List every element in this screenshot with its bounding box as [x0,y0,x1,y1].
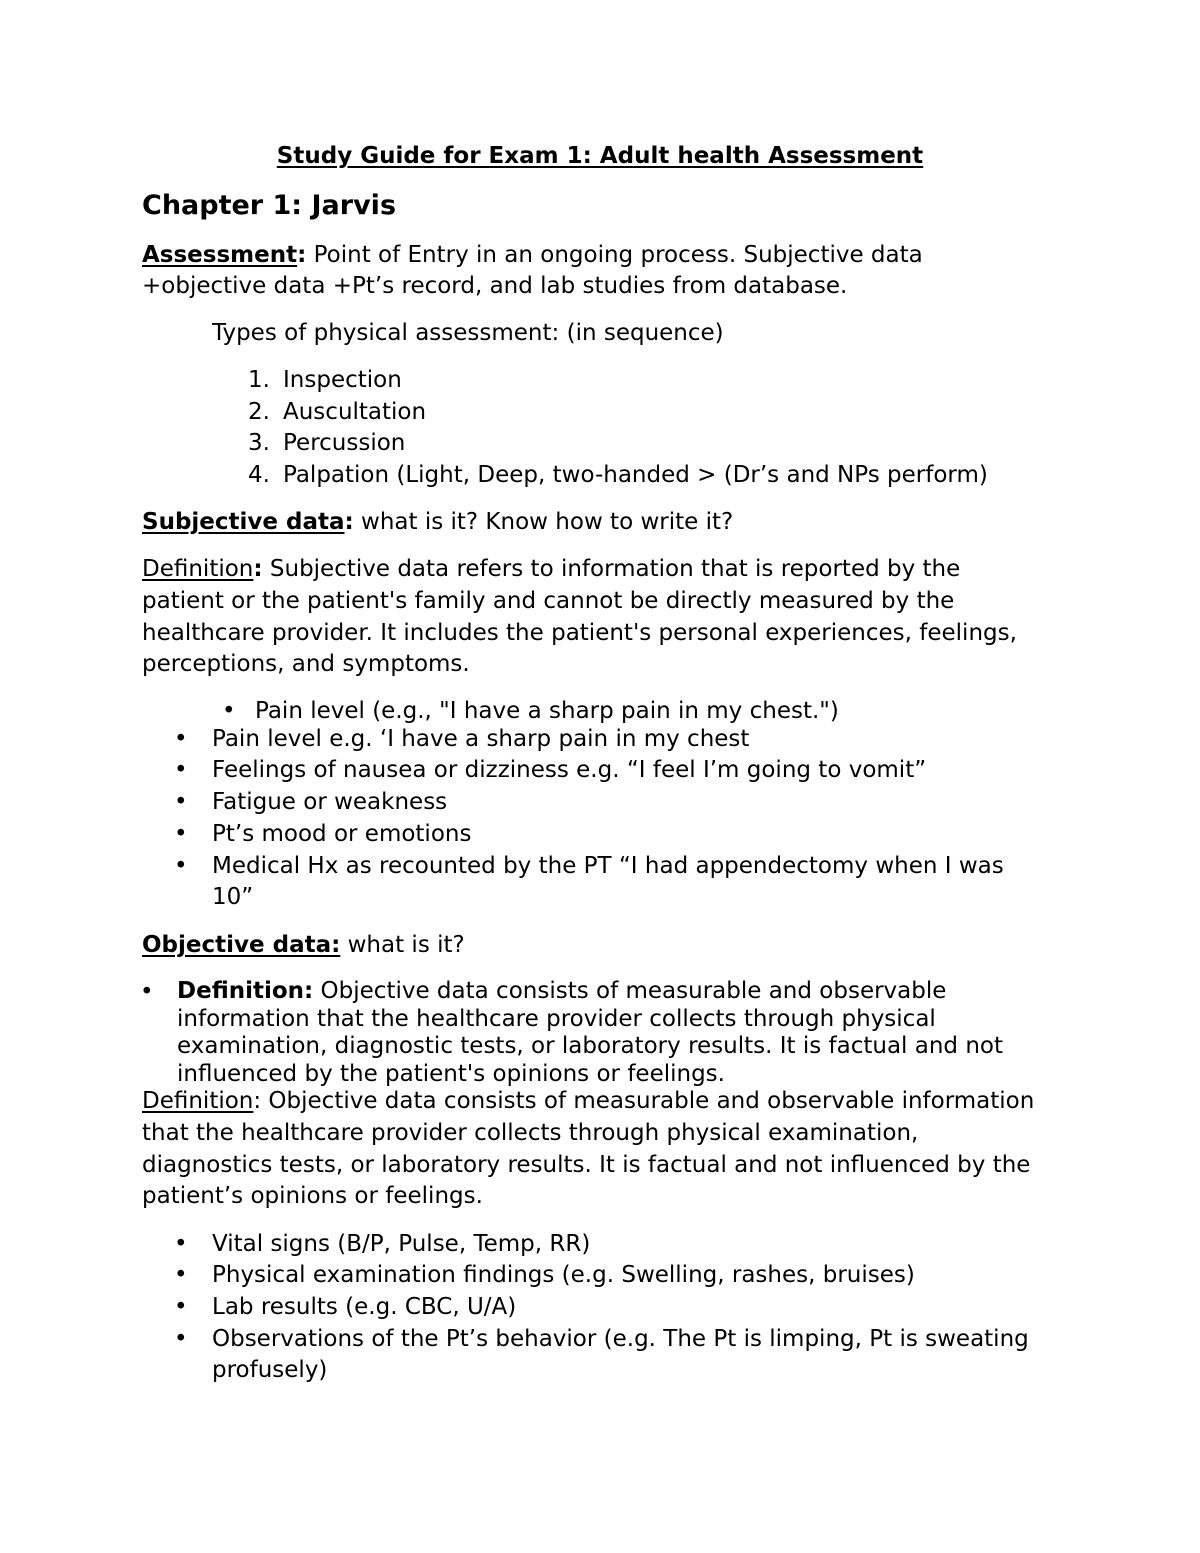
objective-definition-line-1 [142,1086,1034,1116]
objective-bullet-definition-line-1 [177,977,946,1005]
objective-definition-text: : Objective data consists of measurable and observable information [253,1088,1035,1114]
objective-bullet-definition-line-3: examination, diagnostic tests, or laboratory results. It is factual and not [177,1033,1004,1059]
subjective-bullet-medical-hx: Medical Hx as recounted by the PT “I had appendectomy when I was [212,853,1004,879]
bullet-marker: • [174,821,188,847]
list-item-percussion: Percussion [283,430,406,456]
objective-bullet-definition-line-4: influenced by the patient's opinions or feelings. [177,1061,725,1087]
subjective-definition-text: Subjective data refers to information that is reported by the [262,556,961,582]
assessment-colon: : [297,242,307,268]
chapter-heading: Chapter 1: Jarvis [142,190,397,221]
list-number: 4. [248,462,270,488]
objective-definition-line-4: patient’s opinions or feelings. [142,1183,483,1209]
subjective-definition-line-2: patient or the patient's family and cannot be directly measured by the [142,588,955,614]
objective-question: what is it? [340,932,465,958]
bullet-marker: • [140,979,154,1005]
bullet-marker: • [174,1294,188,1320]
page-title: Study Guide for Exam 1: Adult health Assessment [276,143,924,169]
assessment-text-line-2: +objective data +Pt’s record, and lab studies from database. [142,273,848,299]
subjective-definition-label: Definition [142,556,254,582]
assessment-text-line-1: Point of Entry in an ongoing process. Subjective data [306,242,923,268]
objective-heading [142,930,465,960]
assessment-label: Assessment [142,242,298,268]
list-number: 1. [248,367,270,393]
subjective-heading [142,507,733,537]
physical-assessment-heading: Types of physical assessment: (in sequence) [212,320,724,346]
list-item-auscultation: Auscultation [283,399,427,425]
bullet-marker: • [174,789,188,815]
assessment-paragraph [142,240,923,270]
objective-bullet-physical-exam: Physical examination findings (e.g. Swelling, rashes, bruises) [212,1262,915,1288]
subjective-indented-bullet: Pain level (e.g., "I have a sharp pain in my chest.") [255,698,839,724]
subjective-definition-colon: : [253,556,263,582]
objective-label: Objective data: [142,932,341,958]
subjective-definition-line-4: perceptions, and symptoms. [142,651,470,677]
objective-bullet-observations-continuation: profusely) [212,1357,328,1383]
bullet-marker: • [174,726,188,752]
subjective-bullet-pain: Pain level e.g. ‘I have a sharp pain in my chest [212,726,750,752]
bullet-marker: • [174,853,188,879]
objective-bullet-vital-signs: Vital signs (B/P, Pulse, Temp, RR) [212,1231,591,1257]
objective-bullet-definition-label: Definition: [177,978,314,1004]
list-number: 3. [248,430,270,456]
subjective-bullet-fatigue: Fatigue or weakness [212,789,448,815]
bullet-marker: • [174,1231,188,1257]
subjective-question: what is it? Know how to write it? [353,509,734,535]
objective-definition-line-2: that the healthcare provider collects through physical examination, [142,1120,919,1146]
subjective-definition-line-1 [142,554,960,584]
subjective-bullet-nausea: Feelings of nausea or dizziness e.g. “I feel I’m going to vomit” [212,757,927,783]
subjective-bullet-medical-hx-continuation: 10” [212,884,254,910]
bullet-marker: • [222,698,236,724]
list-item-inspection: Inspection [283,367,402,393]
subjective-definition-line-3: healthcare provider. It includes the patient's personal experiences, feelings, [142,620,1017,646]
bullet-marker: • [174,1262,188,1288]
list-item-palpation: Palpation (Light, Deep, two-handed > (Dr’s and NPs perform) [283,462,988,488]
objective-bullet-observations: Observations of the Pt’s behavior (e.g. The Pt is limping, Pt is sweating [212,1326,1029,1352]
objective-bullet-definition-line-2: information that the healthcare provider collects through physical [177,1006,936,1032]
subjective-colon: : [344,509,354,535]
objective-definition-label: Definition [142,1088,254,1114]
subjective-label: Subjective data [142,509,345,535]
bullet-marker: • [174,1326,188,1352]
objective-definition-line-3: diagnostics tests, or laboratory results. It is factual and not influenced by the [142,1152,1031,1178]
bullet-marker: • [174,757,188,783]
subjective-bullet-mood: Pt’s mood or emotions [212,821,472,847]
objective-bullet-definition-text: Objective data consists of measurable and observable [313,978,947,1004]
objective-bullet-lab-results: Lab results (e.g. CBC, U/A) [212,1294,517,1320]
list-number: 2. [248,399,270,425]
